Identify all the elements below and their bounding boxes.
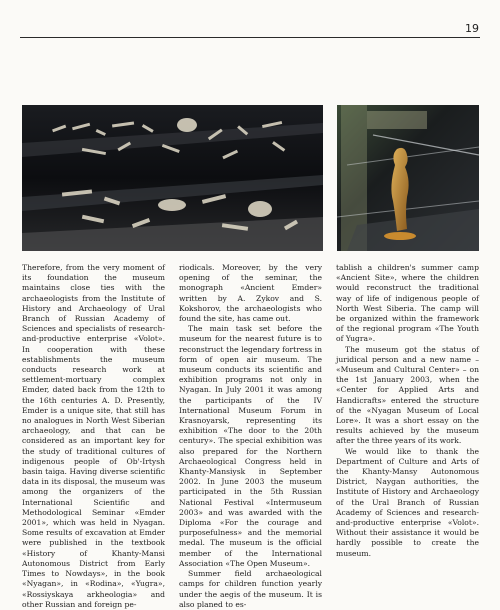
paragraph: riodicals. Moreover, by the very opening of the seminar, the monograph «Ancient Emder» written by A. Zykov and S. Kokshorov, the archaeologists who found the site, has came out. bbox=[179, 263, 322, 324]
article-column-2 bbox=[179, 263, 322, 610]
paragraph: The museum got the status of juridical person and a new name – «Museum and Cultural Center» – on the 1st January 2003, when the «Center for Applied Arts and Handicrafts» entered the structure of the «Nyagan Museum of Local Lore». It was a short essay on the results achieved by the museum after the three years of its work. bbox=[336, 344, 479, 446]
paragraph: We would like to thank the Department of Culture and Arts of the Khanty-Mansy Autonomous District, Naygan authorities, the Institute of History and Archaeology of the Ural Branch of Russian Academy of Sciences and research-and-productive enterprise «Volot». Without their assistance it would be hardly possible to create the museum. bbox=[336, 446, 479, 558]
artifacts-photo bbox=[22, 105, 323, 251]
article-column-3 bbox=[336, 263, 479, 610]
artifacts-photo-image bbox=[22, 105, 323, 251]
paragraph: Therefore, from the very moment of its foundation the museum maintains close ties with the archaeologists from the Institute of History and Archaeology of Ural Branch of Russian Academy of Sciences and specialists of research-and-productive enterprise «Volot». In cooperation with these establishments the museum conducts research work at settlement-mortuary complex Emder, dated back from the 12th to the 16th centuries A. D. Presently, Emder is a unique site, that still has no analogues in North West Siberian archaeology, and that can be considered as an important key for the study of traditional cultures of indigenous people of Ob'-Irtysh basin taiga. Having diverse scientific data in its disposal, the museum was among the organizers of the International Scientific and Methodological Seminar «Emder 2001», which was held in Nyagan. Some results of excavation at Emder were published in the textbook «History of Khanty-Mansi Autonomous District from Early Times to Nowdays», in the book «Nyagan», in «Rodina», «Yugra», «Rossiyskaya arkheologia» and other Russian and foreign pe- bbox=[22, 263, 165, 609]
paragraph: tablish a children's summer camp «Ancient Site», where the children would reconstruct the traditional way of life of indigenous people of North West Siberia. The camp will be organized within the framework of the regional program «The Youth of Yugra». bbox=[336, 263, 479, 344]
figurine-photo bbox=[337, 105, 479, 251]
paragraph: The main task set before the museum for the nearest future is to reconstruct the legendary fortress in form of open air museum. The museum conducts its scientific and exhibition programs not only in Nyagan. In July 2001 it was among the participants of the IV International Museum Forum in Krasnoyarsk, representing its exhibition «The door to the 20th century». The special exhibition was also prepared for the Northern Archaeological Congress held in Khanty-Mansiysk in September 2002. In June 2003 the museum participated in the 5th Russian National Festival «Intermuseum 2003» and was awarded with the Diploma «For the courage and purposefulness» and the memorial medal. The museum is the official member of the International Association «The Open Museum». bbox=[179, 324, 322, 568]
article-body bbox=[22, 263, 479, 610]
paragraph: Summer field archaeological camps for children function yearly under the aegis of the museum. It is also planed to es- bbox=[179, 569, 322, 609]
article-column-1 bbox=[22, 263, 165, 610]
page-number: 19 bbox=[465, 22, 479, 35]
figurine-photo-image bbox=[337, 105, 479, 251]
header-rule bbox=[20, 37, 480, 38]
